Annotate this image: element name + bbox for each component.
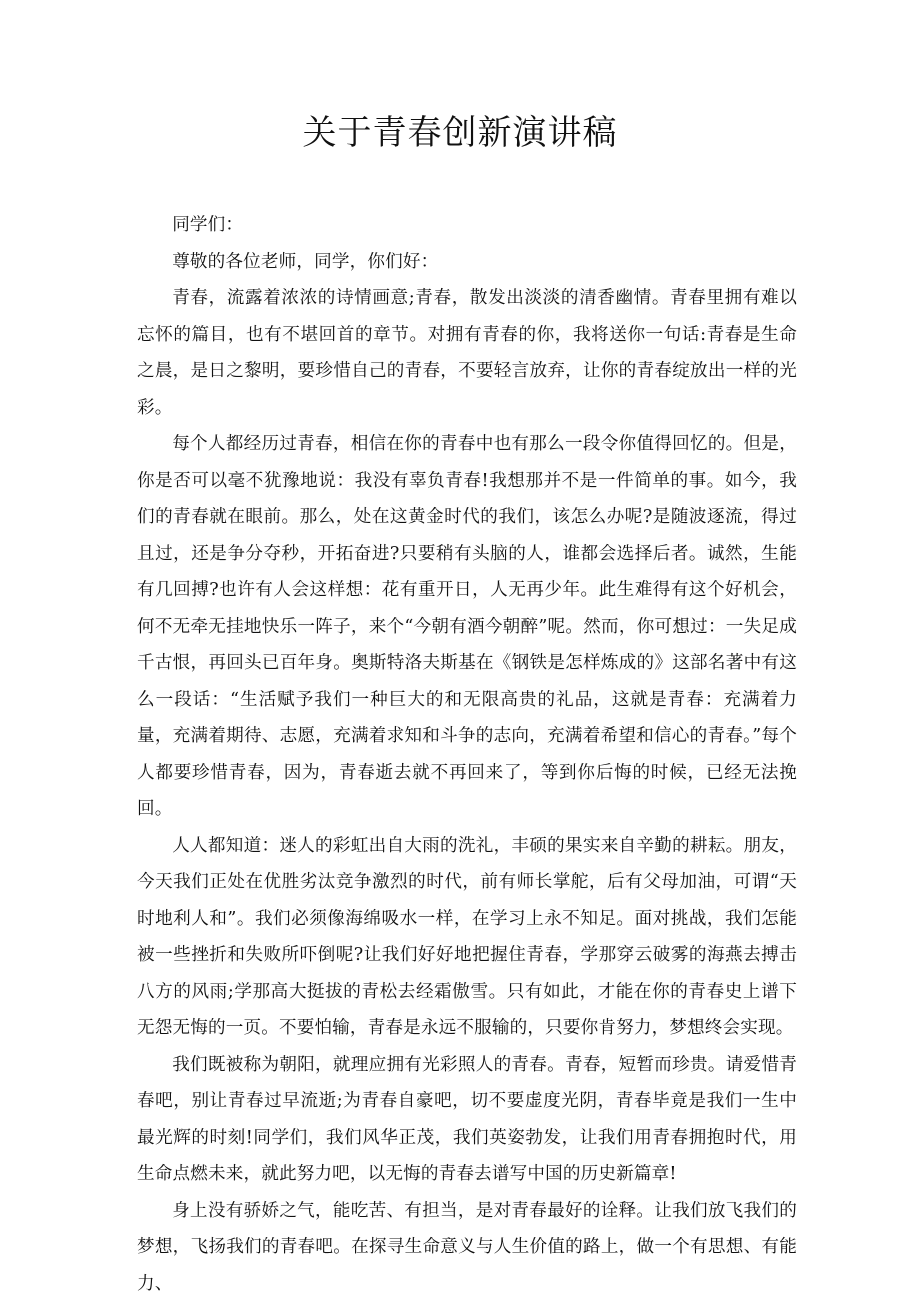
document-body — [137, 207, 797, 1302]
document-title: 关于青春创新演讲稿 — [0, 108, 920, 158]
salutation-students: 同学们： — [137, 207, 797, 244]
salutation-teachers: 尊敬的各位老师，同学，你们好： — [137, 244, 797, 281]
paragraph-5: 身上没有骄娇之气，能吃苦、有担当，是对青春最好的诠释。让我们放飞我们的梦想，飞扬我们的青春吧。在探寻生命意义与人生价值的路上，做一个有思想、有能力、 — [137, 1193, 797, 1302]
paragraph-2: 每个人都经历过青春，相信在你的青春中也有那么一段令你值得回忆的。但是，你是否可以毫不犹豫地说：我没有辜负青春!我想那并不是一件简单的事。如今，我们的青春就在眼前。那么，处在这黄金时代的我们，该怎么办呢?是随波逐流，得过且过，还是争分夺秒，开拓奋进?只要稍有头脑的人，谁都会选择后者。诚然，生能有几回搏?也许有人会这样想：花有重开日，人无再少年。此生难得有这个好机会，何不无牵无挂地快乐一阵子，来个“今朝有酒今朝醉”呢。然而，你可想过：一失足成千古恨，再回头已百年身。奥斯特洛夫斯基在《钢铁是怎样炼成的》这部名著中有这么一段话：“生活赋予我们一种巨大的和无限高贵的礼品，这就是青春：充满着力量，充满着期待、志愿，充满着求知和斗争的志向，充满着希望和信心的青春。”每个人都要珍惜青春，因为，青春逝去就不再回来了，等到你后悔的时候，已经无法挽回。 — [137, 426, 797, 828]
paragraph-3: 人人都知道：迷人的彩虹出自大雨的洗礼，丰硕的果实来自辛勤的耕耘。朋友，今天我们正处在优胜劣汰竞争激烈的时代，前有师长掌舵，后有父母加油，可谓“天时地利人和”。我们必须像海绵吸水一样，在学习上永不知足。面对挑战，我们怎能被一些挫折和失败所吓倒呢?让我们好好地把握住青春，学那穿云破雾的海燕去搏击八方的风雨;学那高大挺拔的青松去经霜傲雪。只有如此，才能在你的青春史上谱下无怨无悔的一页。不要怕输，青春是永远不服输的，只要你肯努力，梦想终会实现。 — [137, 828, 797, 1047]
paragraph-4: 我们既被称为朝阳，就理应拥有光彩照人的青春。青春，短暂而珍贵。请爱惜青春吧，别让青春过早流逝;为青春自豪吧，切不要虚度光阴，青春毕竟是我们一生中最光辉的时刻!同学们，我们风华正茂，我们英姿勃发，让我们用青春拥抱时代，用生命点燃未来，就此努力吧，以无悔的青春去谱写中国的历史新篇章! — [137, 1047, 797, 1193]
paragraph-1: 青春，流露着浓浓的诗情画意;青春，散发出淡淡的清香幽情。青春里拥有难以忘怀的篇目，也有不堪回首的章节。对拥有青春的你，我将送你一句话:青春是生命之晨，是日之黎明，要珍惜自己的青春，不要轻言放弃，让你的青春绽放出一样的光彩。 — [137, 280, 797, 426]
